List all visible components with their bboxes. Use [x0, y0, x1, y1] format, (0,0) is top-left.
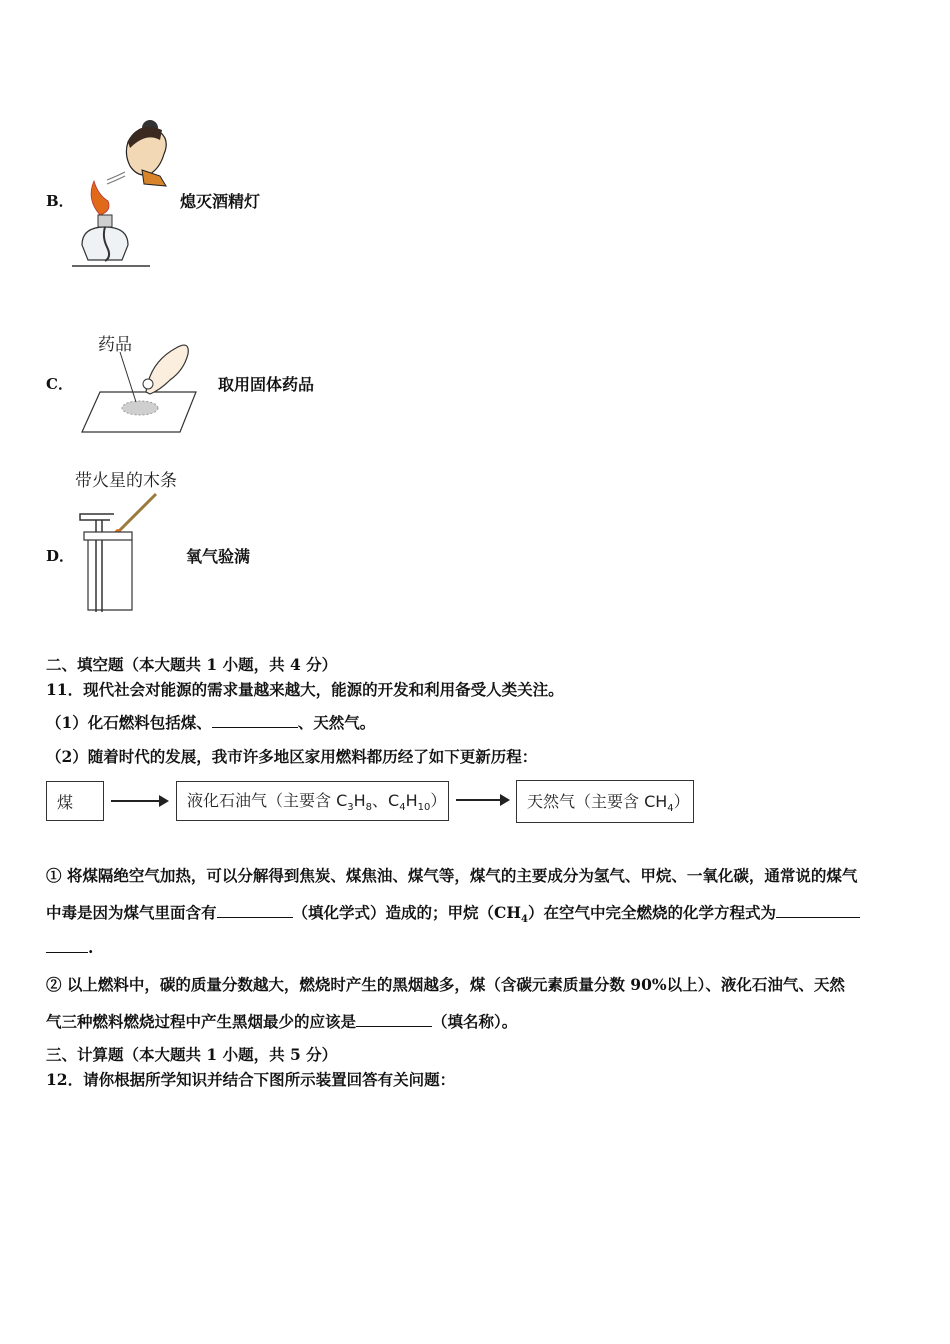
option-c-letter: C． [46, 375, 73, 393]
para2-line2: 气三种燃料燃烧过程中产生黑烟最少的应该是 （填名称）。 [46, 1012, 518, 1031]
option-c-label: 取用固体药品 [218, 375, 315, 394]
q11-1-text-b: 、天然气。 [297, 713, 376, 732]
flow-arrow-1 [111, 800, 167, 802]
para1-line3: . [46, 938, 93, 957]
section3-heading: 三、计算题（本大题共 1 小题，共 5 分） [46, 1045, 338, 1064]
para1-line2: 中毒是因为煤气里面含有 （填化学式）造成的；甲烷$(CH_4)$在空气中完全燃烧的化学方程式为 [46, 901, 860, 925]
option-d-letter: D． [46, 547, 75, 565]
option-b-letter: B． [46, 192, 74, 210]
para1-line1: ① 将煤隔绝空气加热，可以分解得到焦炭、煤焦油、煤气等，煤气的主要成分为氢气、甲烷、一氧化碳，通常说的煤气 [46, 866, 858, 885]
q11-1-text-a: （1）化石燃料包括煤、 [46, 713, 212, 732]
question-11-1 [46, 711, 375, 733]
flow-box-coal: 煤 [46, 781, 104, 821]
figure-take-solid [78, 322, 198, 434]
question-11: 11．现代社会对能源的需求量越来越大，能源的开发和利用备受人类关注。 [46, 680, 564, 699]
answer-blank-3-cont[interactable] [46, 938, 88, 953]
flow-arrow-2 [456, 799, 508, 801]
answer-blank-4[interactable] [356, 1012, 432, 1027]
section2-heading: 二、填空题（本大题共 1 小题，共 4 分） [46, 655, 338, 674]
para2-line1: ② 以上燃料中，碳的质量分数越大，燃烧时产生的黑烟越多，煤（含碳元素质量分数 90%以上）、液化石油气、天然 [46, 975, 845, 994]
figure-oxygen-test [74, 492, 174, 614]
figure-c-text: 药品 [98, 335, 132, 355]
option-d-label: 氧气验满 [186, 547, 251, 566]
answer-blank-1[interactable] [212, 713, 298, 728]
question-11-2: （2）随着时代的发展，我市许多地区家用燃料都历经了如下更新历程： [46, 747, 538, 766]
figure-extinguish-lamp [70, 100, 180, 270]
option-b-label: 熄灭酒精灯 [180, 192, 261, 211]
question-12: 12．请你根据所学知识并结合下图所示装置回答有关问题： [46, 1070, 456, 1089]
flow-box-natural-gas: 天然气（主要含 $CH_4$） [516, 780, 694, 823]
answer-blank-3[interactable] [776, 903, 860, 918]
flow-box-lpg: 液化石油气（主要含 $C_3H_8$、$C_4H_{10}$） [176, 781, 449, 821]
figure-d-text: 带火星的木条 [75, 471, 177, 491]
answer-blank-2[interactable] [217, 903, 293, 918]
